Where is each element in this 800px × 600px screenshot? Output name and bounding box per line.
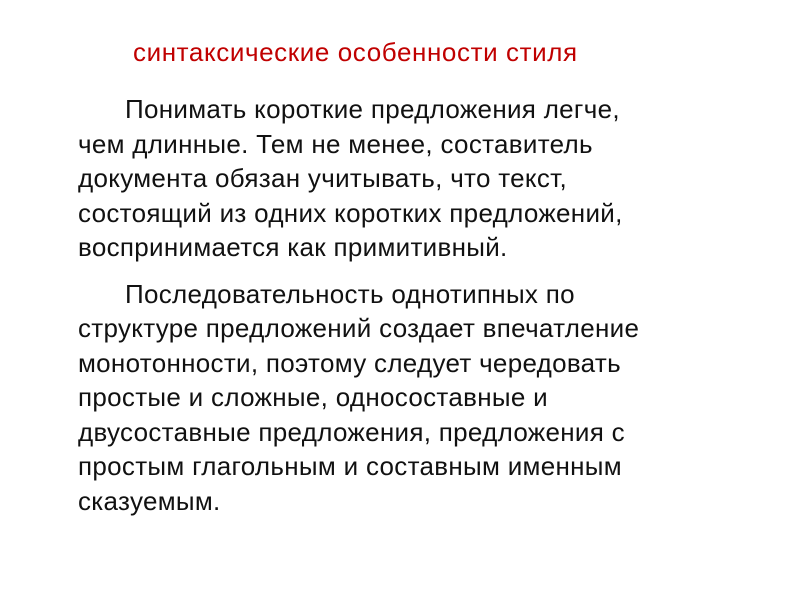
paragraph-line: простые и сложные, односоставные и	[78, 382, 548, 412]
paragraph-line: чем длинные. Тем не менее, составитель	[78, 128, 593, 159]
paragraph-line: состоящий из одних коротких предложений,	[78, 197, 623, 228]
paragraph-line: Понимать короткие предложения легче,	[125, 94, 620, 124]
paragraph-line: монотонности, поэтому следует чередовать	[78, 347, 621, 378]
paragraph-line: структуре предложений создает впечатление	[78, 313, 640, 343]
paragraph-line: двусоставные предложения, предложения с	[78, 416, 625, 447]
paragraph-line: простым глагольным и составным именным	[78, 451, 622, 481]
paragraph-2	[78, 277, 738, 519]
slide-title: синтаксические особенности стиля	[133, 37, 578, 67]
paragraph-1	[78, 92, 738, 265]
paragraph-line: документа обязан учитывать, что текст,	[78, 163, 568, 193]
paragraph-line: сказуемым.	[78, 485, 221, 516]
slide-body	[78, 92, 738, 530]
paragraph-line: воспринимается как примитивный.	[78, 232, 508, 262]
paragraph-line: Последовательность однотипных по	[125, 278, 575, 309]
